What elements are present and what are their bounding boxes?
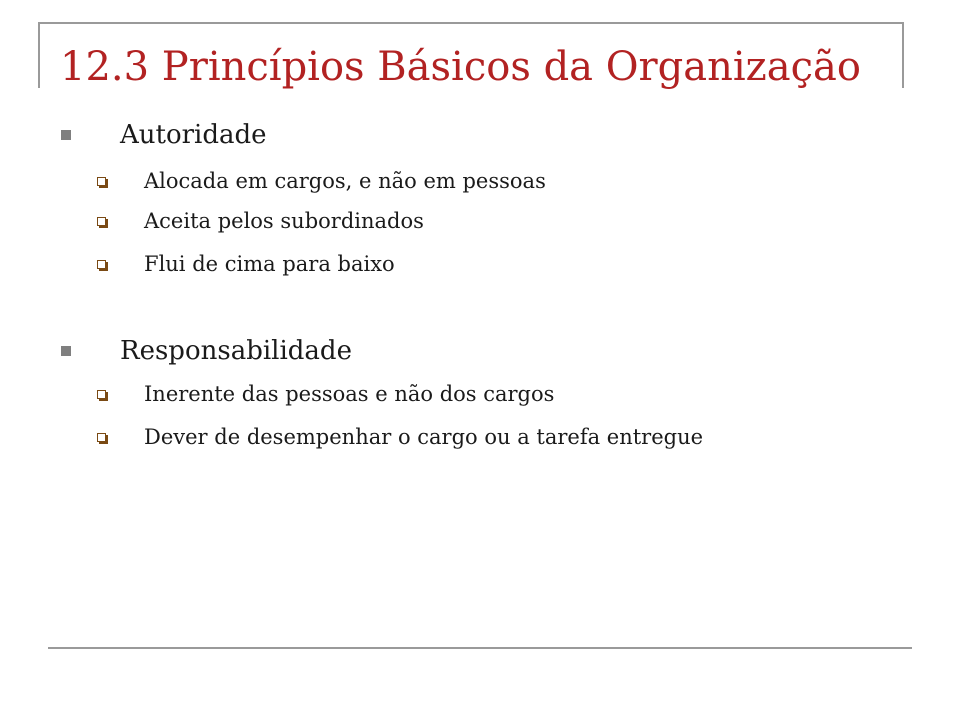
bottom-frame-line xyxy=(48,647,912,649)
hollow-square-bullet-icon xyxy=(97,217,106,226)
list-item-label: Aceita pelos subordinados xyxy=(144,209,424,233)
list-item-label: Dever de desempenhar o cargo ou a tarefa entregue xyxy=(144,425,704,449)
hollow-square-bullet-icon xyxy=(97,177,106,186)
list-item xyxy=(97,168,546,194)
list-item xyxy=(97,424,703,450)
slide-title: 12.3 Princípios Básicos da Organização xyxy=(60,44,861,90)
section-heading-label: Responsabilidade xyxy=(120,336,352,366)
section-heading-label: Autoridade xyxy=(120,120,267,150)
square-bullet-icon xyxy=(61,346,71,356)
section-heading-autoridade xyxy=(58,118,267,152)
hollow-square-bullet-icon xyxy=(97,260,106,269)
list-item-label: Alocada em cargos, e não em pessoas xyxy=(144,169,546,193)
top-frame-line xyxy=(38,22,904,24)
section-heading-responsabilidade xyxy=(58,334,352,368)
square-bullet-icon xyxy=(61,130,71,140)
hollow-square-bullet-icon xyxy=(97,390,106,399)
list-item xyxy=(97,251,395,277)
left-frame-line xyxy=(38,22,40,88)
list-item-label: Flui de cima para baixo xyxy=(144,252,395,276)
list-item-label: Inerente das pessoas e não dos cargos xyxy=(144,382,555,406)
right-frame-line xyxy=(902,22,904,88)
hollow-square-bullet-icon xyxy=(97,433,106,442)
list-item xyxy=(97,381,554,407)
list-item xyxy=(97,208,424,234)
